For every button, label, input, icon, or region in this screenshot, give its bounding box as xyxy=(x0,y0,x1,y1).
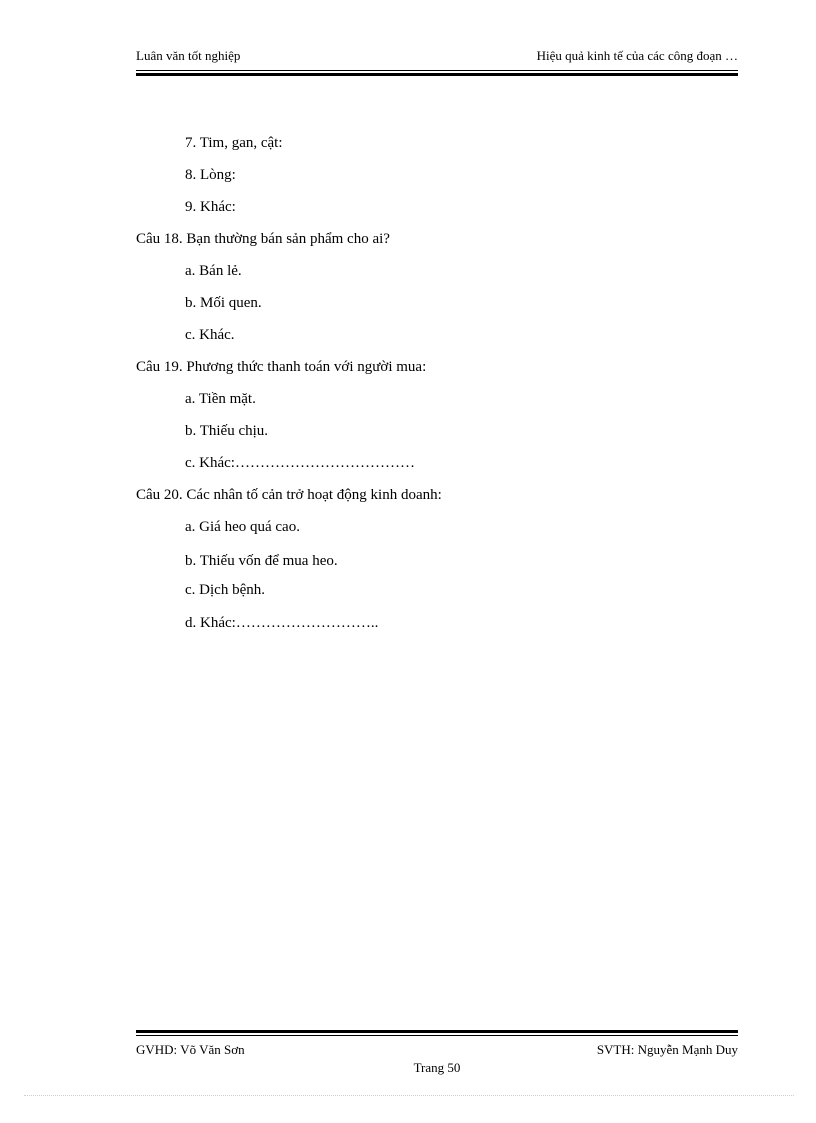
q20-option-a: a. Giá heo quá cao. xyxy=(185,519,300,535)
list-item-9: 9. Khác: xyxy=(185,199,236,215)
question-19: Câu 19. Phương thức thanh toán với người mua: xyxy=(136,359,427,375)
footer-rule-thin xyxy=(136,1035,738,1036)
q18-option-b: b. Mối quen. xyxy=(185,295,262,311)
page-number: Trang 50 xyxy=(413,1060,461,1075)
list-item-8: 8. Lòng: xyxy=(185,167,236,183)
header-left-title: Luân văn tốt nghiệp xyxy=(136,48,241,63)
q19-option-a: a. Tiền mặt. xyxy=(185,391,256,407)
q20-option-c: c. Dịch bệnh. xyxy=(185,582,265,598)
header-right-title: Hiệu quả kinh tế của các công đoạn … xyxy=(536,48,738,63)
q18-option-a: a. Bán lẻ. xyxy=(185,263,242,279)
footer-student: SVTH: Nguyễn Mạnh Duy xyxy=(596,1042,738,1057)
question-20: Câu 20. Các nhân tố cản trở hoạt động kinh doanh: xyxy=(136,487,442,503)
q19-option-b: b. Thiếu chịu. xyxy=(185,423,269,439)
footer-rule-thick xyxy=(136,1030,738,1033)
q20-option-b: b. Thiếu vốn để mua heo. xyxy=(185,553,338,569)
q19-option-c: c. Khác:……………………………… xyxy=(185,455,415,471)
q20-option-d: d. Khác:……………………….. xyxy=(185,615,379,631)
page-header xyxy=(136,48,738,66)
q18-option-c: c. Khác. xyxy=(185,327,235,343)
question-18: Câu 18. Bạn thường bán sản phẩm cho ai? xyxy=(136,231,390,247)
footer-advisor: GVHD: Võ Văn Sơn xyxy=(136,1042,245,1057)
page-bottom-edge xyxy=(24,1095,794,1096)
header-rule-thick xyxy=(136,73,738,76)
list-item-7: 7. Tim, gan, cật: xyxy=(185,135,283,151)
header-rule-thin xyxy=(136,70,738,71)
